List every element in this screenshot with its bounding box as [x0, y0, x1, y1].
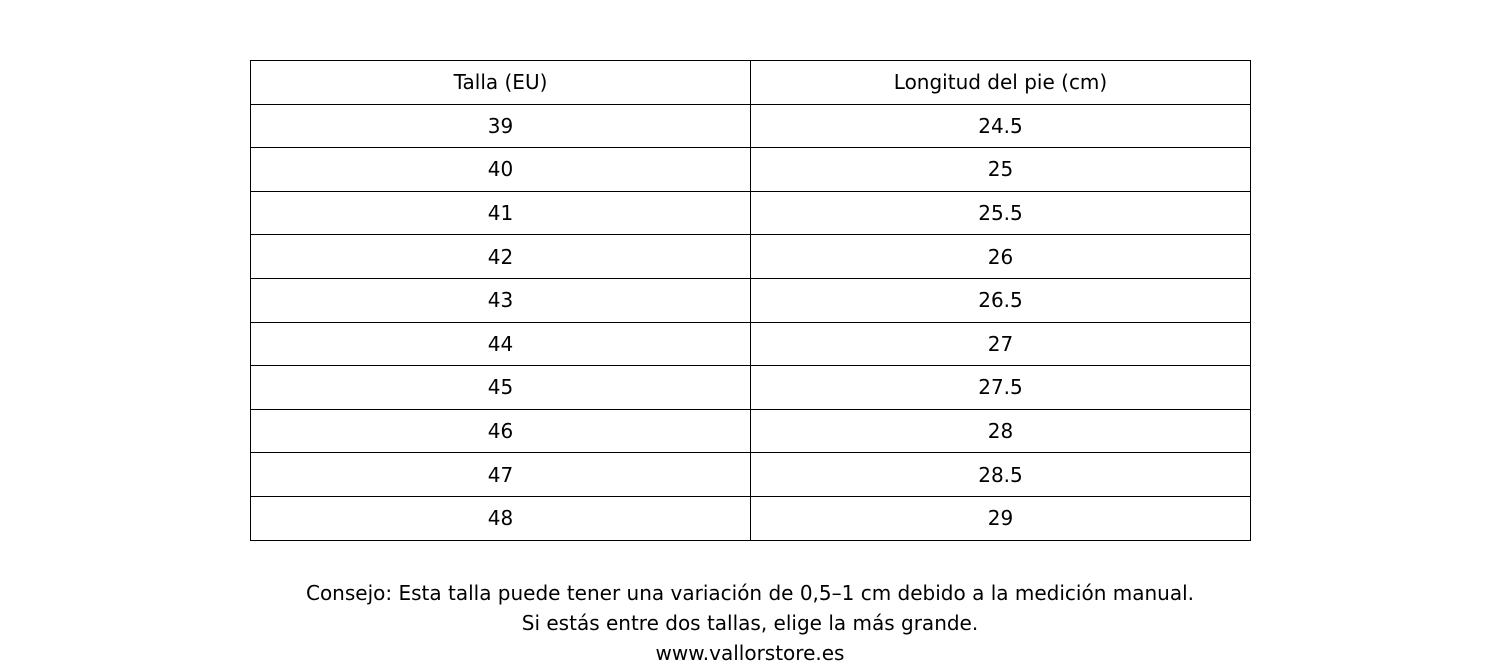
table-row	[251, 322, 1251, 366]
size-cell: 48	[251, 496, 751, 540]
website-url: www.vallorstore.es	[655, 641, 845, 665]
size-notes	[0, 578, 1500, 668]
size-chart-table	[250, 60, 1251, 541]
size-cell: 45	[251, 366, 751, 410]
length-cell: 25.5	[751, 191, 1251, 235]
length-cell: 27.5	[751, 366, 1251, 410]
table-row	[251, 278, 1251, 322]
table-header-row	[251, 61, 1251, 105]
table-row	[251, 409, 1251, 453]
length-cell: 27	[751, 322, 1251, 366]
size-cell: 46	[251, 409, 751, 453]
table-row	[251, 235, 1251, 279]
length-cell: 24.5	[751, 104, 1251, 148]
header-foot-length: Longitud del pie (cm)	[751, 61, 1251, 105]
length-cell: 25	[751, 148, 1251, 192]
size-cell: 44	[251, 322, 751, 366]
size-advice: Si estás entre dos tallas, elige la más grande.	[521, 611, 979, 635]
length-cell: 26.5	[751, 278, 1251, 322]
table-row	[251, 496, 1251, 540]
size-cell: 42	[251, 235, 751, 279]
table-row	[251, 366, 1251, 410]
size-cell: 43	[251, 278, 751, 322]
length-cell: 28.5	[751, 453, 1251, 497]
table-row	[251, 148, 1251, 192]
table-row	[251, 453, 1251, 497]
length-cell: 29	[751, 496, 1251, 540]
size-cell: 41	[251, 191, 751, 235]
size-cell: 47	[251, 453, 751, 497]
size-cell: 39	[251, 104, 751, 148]
size-cell: 40	[251, 148, 751, 192]
header-size-eu: Talla (EU)	[251, 61, 751, 105]
table-row	[251, 104, 1251, 148]
length-cell: 26	[751, 235, 1251, 279]
length-cell: 28	[751, 409, 1251, 453]
table-row	[251, 191, 1251, 235]
measurement-tip: Consejo: Esta talla puede tener una variación de 0,5–1 cm debido a la medición manual.	[305, 581, 1194, 605]
